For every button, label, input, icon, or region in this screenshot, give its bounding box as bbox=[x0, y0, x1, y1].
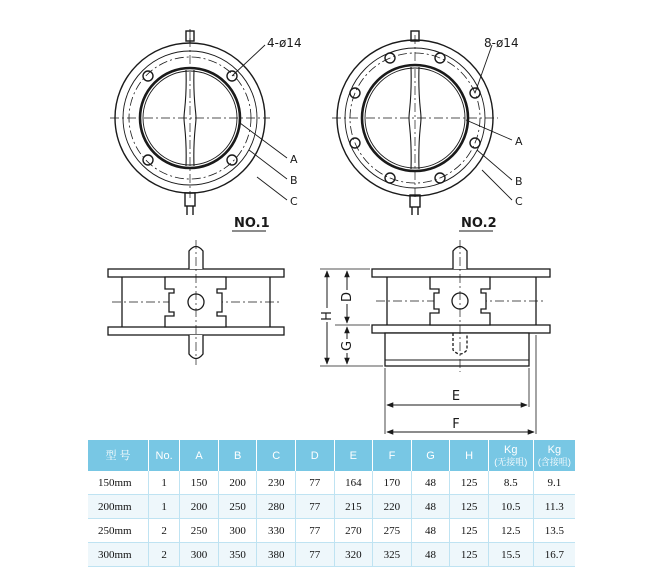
table-cell: 270 bbox=[334, 519, 373, 543]
bolt-hole bbox=[227, 155, 237, 165]
table-cell: 1 bbox=[148, 495, 179, 519]
part-label-b-no1: B bbox=[290, 174, 298, 187]
part-label-a-no1: A bbox=[290, 153, 298, 166]
table-header-row bbox=[88, 440, 575, 471]
table-cell: 200 bbox=[180, 495, 219, 519]
table-cell: 77 bbox=[295, 519, 334, 543]
bolt-hole bbox=[143, 71, 153, 81]
table-cell: 12.5 bbox=[488, 519, 533, 543]
kg-unit: Kg bbox=[504, 443, 518, 456]
table-cell: 330 bbox=[257, 519, 296, 543]
table-cell: 77 bbox=[295, 495, 334, 519]
header-no: No. bbox=[148, 440, 179, 471]
table-cell: 200mm bbox=[88, 495, 148, 519]
dim-label-e: E bbox=[451, 389, 461, 404]
spec-table bbox=[88, 440, 575, 567]
header-h: H bbox=[450, 440, 489, 471]
table-cell: 2 bbox=[148, 519, 179, 543]
table-cell: 325 bbox=[373, 543, 412, 567]
table-cell: 170 bbox=[373, 471, 412, 495]
view-label-no2: NO.2 bbox=[461, 216, 497, 231]
table-cell: 16.7 bbox=[533, 543, 575, 567]
header-kg-with-nozzle bbox=[533, 440, 575, 471]
table-cell: 300 bbox=[218, 519, 257, 543]
hole-label-no1: 4-ø14 bbox=[267, 36, 302, 50]
dim-label-f: F bbox=[452, 417, 460, 432]
header-c: C bbox=[257, 440, 296, 471]
dim-label-d: D bbox=[340, 291, 355, 303]
table-cell: 150 bbox=[180, 471, 219, 495]
part-label-c-no1: C bbox=[290, 195, 298, 208]
table-cell: 380 bbox=[257, 543, 296, 567]
table-cell: 11.3 bbox=[533, 495, 575, 519]
header-a: A bbox=[180, 440, 219, 471]
part-label-c-no2: C bbox=[515, 195, 523, 208]
table-cell: 1 bbox=[148, 471, 179, 495]
header-kg-without-nozzle bbox=[488, 440, 533, 471]
table-row bbox=[88, 471, 575, 495]
table-cell: 15.5 bbox=[488, 543, 533, 567]
table-cell: 320 bbox=[334, 543, 373, 567]
header-model: 型 号 bbox=[88, 440, 148, 471]
table-cell: 8.5 bbox=[488, 471, 533, 495]
table-cell: 9.1 bbox=[533, 471, 575, 495]
table-cell: 48 bbox=[411, 471, 450, 495]
part-label-a-no2: A bbox=[515, 135, 523, 148]
table-cell: 125 bbox=[450, 471, 489, 495]
table-cell: 230 bbox=[257, 471, 296, 495]
table-cell: 48 bbox=[411, 543, 450, 567]
table-cell: 200 bbox=[218, 471, 257, 495]
table-cell: 125 bbox=[450, 519, 489, 543]
bolt-hole bbox=[143, 155, 153, 165]
header-b: B bbox=[218, 440, 257, 471]
table-cell: 2 bbox=[148, 543, 179, 567]
table-cell: 125 bbox=[450, 495, 489, 519]
table-cell: 350 bbox=[218, 543, 257, 567]
table-cell: 280 bbox=[257, 495, 296, 519]
header-d: D bbox=[295, 440, 334, 471]
table-cell: 275 bbox=[373, 519, 412, 543]
kg-note: (无接咀) bbox=[494, 456, 528, 467]
table-cell: 77 bbox=[295, 471, 334, 495]
view-label-no1: NO.1 bbox=[234, 216, 270, 231]
table-cell: 164 bbox=[334, 471, 373, 495]
kg-unit: Kg bbox=[547, 443, 562, 456]
table-cell: 300mm bbox=[88, 543, 148, 567]
table-row bbox=[88, 519, 575, 543]
dim-label-h: H bbox=[320, 311, 335, 321]
table-cell: 48 bbox=[411, 519, 450, 543]
table-cell: 150mm bbox=[88, 471, 148, 495]
side-view-no1 bbox=[108, 240, 284, 365]
table-row bbox=[88, 495, 575, 519]
table-cell: 77 bbox=[295, 543, 334, 567]
table-cell: 10.5 bbox=[488, 495, 533, 519]
table-cell: 220 bbox=[373, 495, 412, 519]
kg-note: (含接咀) bbox=[537, 456, 571, 467]
table-cell: 250 bbox=[180, 519, 219, 543]
flange-view-no2 bbox=[332, 31, 512, 215]
header-g: G bbox=[411, 440, 450, 471]
header-e: E bbox=[334, 440, 373, 471]
table-cell: 125 bbox=[450, 543, 489, 567]
hole-label-no2: 8-ø14 bbox=[484, 36, 519, 50]
table-cell: 300 bbox=[180, 543, 219, 567]
table-cell: 13.5 bbox=[533, 519, 575, 543]
table-body bbox=[88, 471, 575, 567]
header-f: F bbox=[373, 440, 412, 471]
table-cell: 250 bbox=[218, 495, 257, 519]
table-cell: 215 bbox=[334, 495, 373, 519]
table-row bbox=[88, 543, 575, 567]
part-label-b-no2: B bbox=[515, 175, 523, 188]
flange-view-no1 bbox=[110, 29, 287, 215]
dim-label-g: G bbox=[340, 340, 355, 352]
table-cell: 250mm bbox=[88, 519, 148, 543]
table-cell: 48 bbox=[411, 495, 450, 519]
